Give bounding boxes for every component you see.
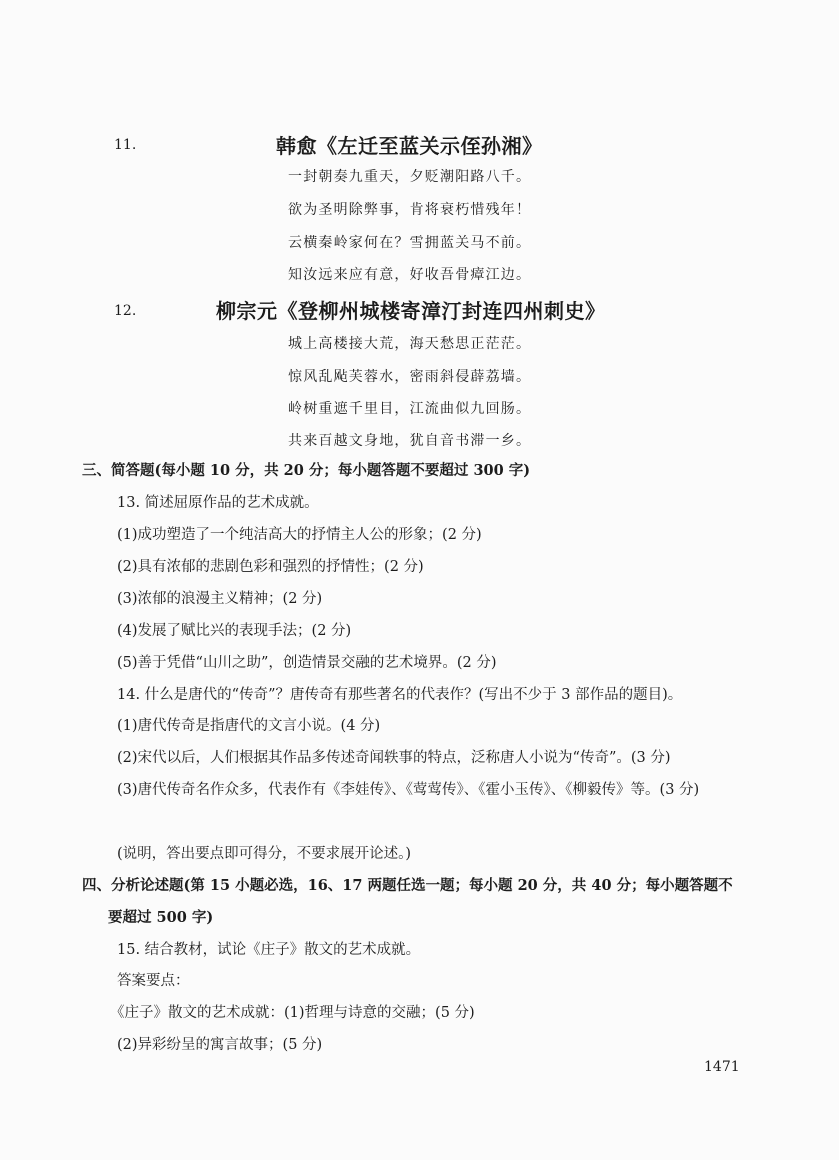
section-4-heading-line-2: 要超过 500 字) — [108, 909, 214, 926]
page-number: 1471 — [704, 1059, 740, 1075]
key-points-label: 答案要点： — [117, 973, 190, 989]
section-3-note: (说明，答出要点即可得分，不要求展开论述。) — [117, 846, 412, 862]
poem-12-title: 柳宗元《登柳州城楼寄漳汀封连四州刺史》 — [216, 299, 606, 323]
q13-answer-3: (3)浓郁的浪漫主义精神；(2 分) — [117, 591, 323, 607]
q13-answer-4: (4)发展了赋比兴的表现手法；(2 分) — [117, 623, 352, 639]
poem-11-number: 11. — [114, 137, 137, 153]
question-13: 13. 简述屈原作品的艺术成就。 — [117, 495, 319, 511]
poem-11-title: 韩愈《左迁至蓝关示侄孙湘》 — [276, 134, 543, 158]
question-14: 14. 什么是唐代的“传奇”？唐传奇有那些著名的代表作？(写出不少于 3 部作品的题目)。 — [117, 687, 683, 703]
section-4-heading-line-1: 四、分析论述题(第 15 小题必选，16、17 两题任选一题；每小题 20 分，共 40 分；每小题答题不 — [82, 877, 733, 894]
poem-12-line-4: 共来百越文身地，犹自音书滞一乡。 — [288, 433, 532, 449]
poem-12-line-1: 城上高楼接大荒，海天愁思正茫茫。 — [288, 336, 532, 352]
question-15: 15. 结合教材，试论《庄子》散文的艺术成就。 — [117, 942, 421, 958]
q14-answer-1: (1)唐代传奇是指唐代的文言小说。(4 分) — [117, 718, 381, 734]
poem-12-line-3: 岭树重遮千里目，江流曲似九回肠。 — [288, 401, 532, 417]
q13-answer-5: (5)善于凭借“山川之助”，创造情景交融的艺术境界。(2 分) — [117, 655, 497, 671]
q13-answer-2: (2)具有浓郁的悲剧色彩和强烈的抒情性；(2 分) — [117, 559, 424, 575]
q15-answer-2: (2)异彩纷呈的寓言故事；(5 分) — [117, 1037, 323, 1053]
section-3-heading: 三、简答题(每小题 10 分，共 20 分；每小题答题不要超过 300 字) — [82, 462, 531, 479]
poem-12-line-2: 惊风乱飐芙蓉水，密雨斜侵薜荔墙。 — [288, 369, 532, 385]
poem-11-line-4: 知汝远来应有意，好收吾骨瘴江边。 — [288, 267, 532, 283]
poem-11-line-1: 一封朝奏九重天，夕贬潮阳路八千。 — [288, 169, 532, 185]
poem-11-line-3: 云横秦岭家何在？雪拥蓝关马不前。 — [288, 235, 532, 251]
q13-answer-1: (1)成功塑造了一个纯洁高大的抒情主人公的形象；(2 分) — [117, 527, 482, 543]
q14-answer-2: (2)宋代以后，人们根据其作品多传述奇闻轶事的特点，泛称唐人小说为“传奇”。(3 分) — [117, 750, 671, 766]
q15-answer-1: 《庄子》散文的艺术成就：(1)哲理与诗意的交融；(5 分) — [110, 1005, 475, 1021]
poem-11-line-2: 欲为圣明除弊事，肯将衰朽惜残年！ — [288, 202, 532, 218]
q14-answer-3: (3)唐代传奇名作众多，代表作有《李娃传》、《莺莺传》、《霍小玉传》、《柳毅传》等。(3 分) — [117, 782, 700, 798]
poem-12-number: 12. — [114, 303, 137, 319]
